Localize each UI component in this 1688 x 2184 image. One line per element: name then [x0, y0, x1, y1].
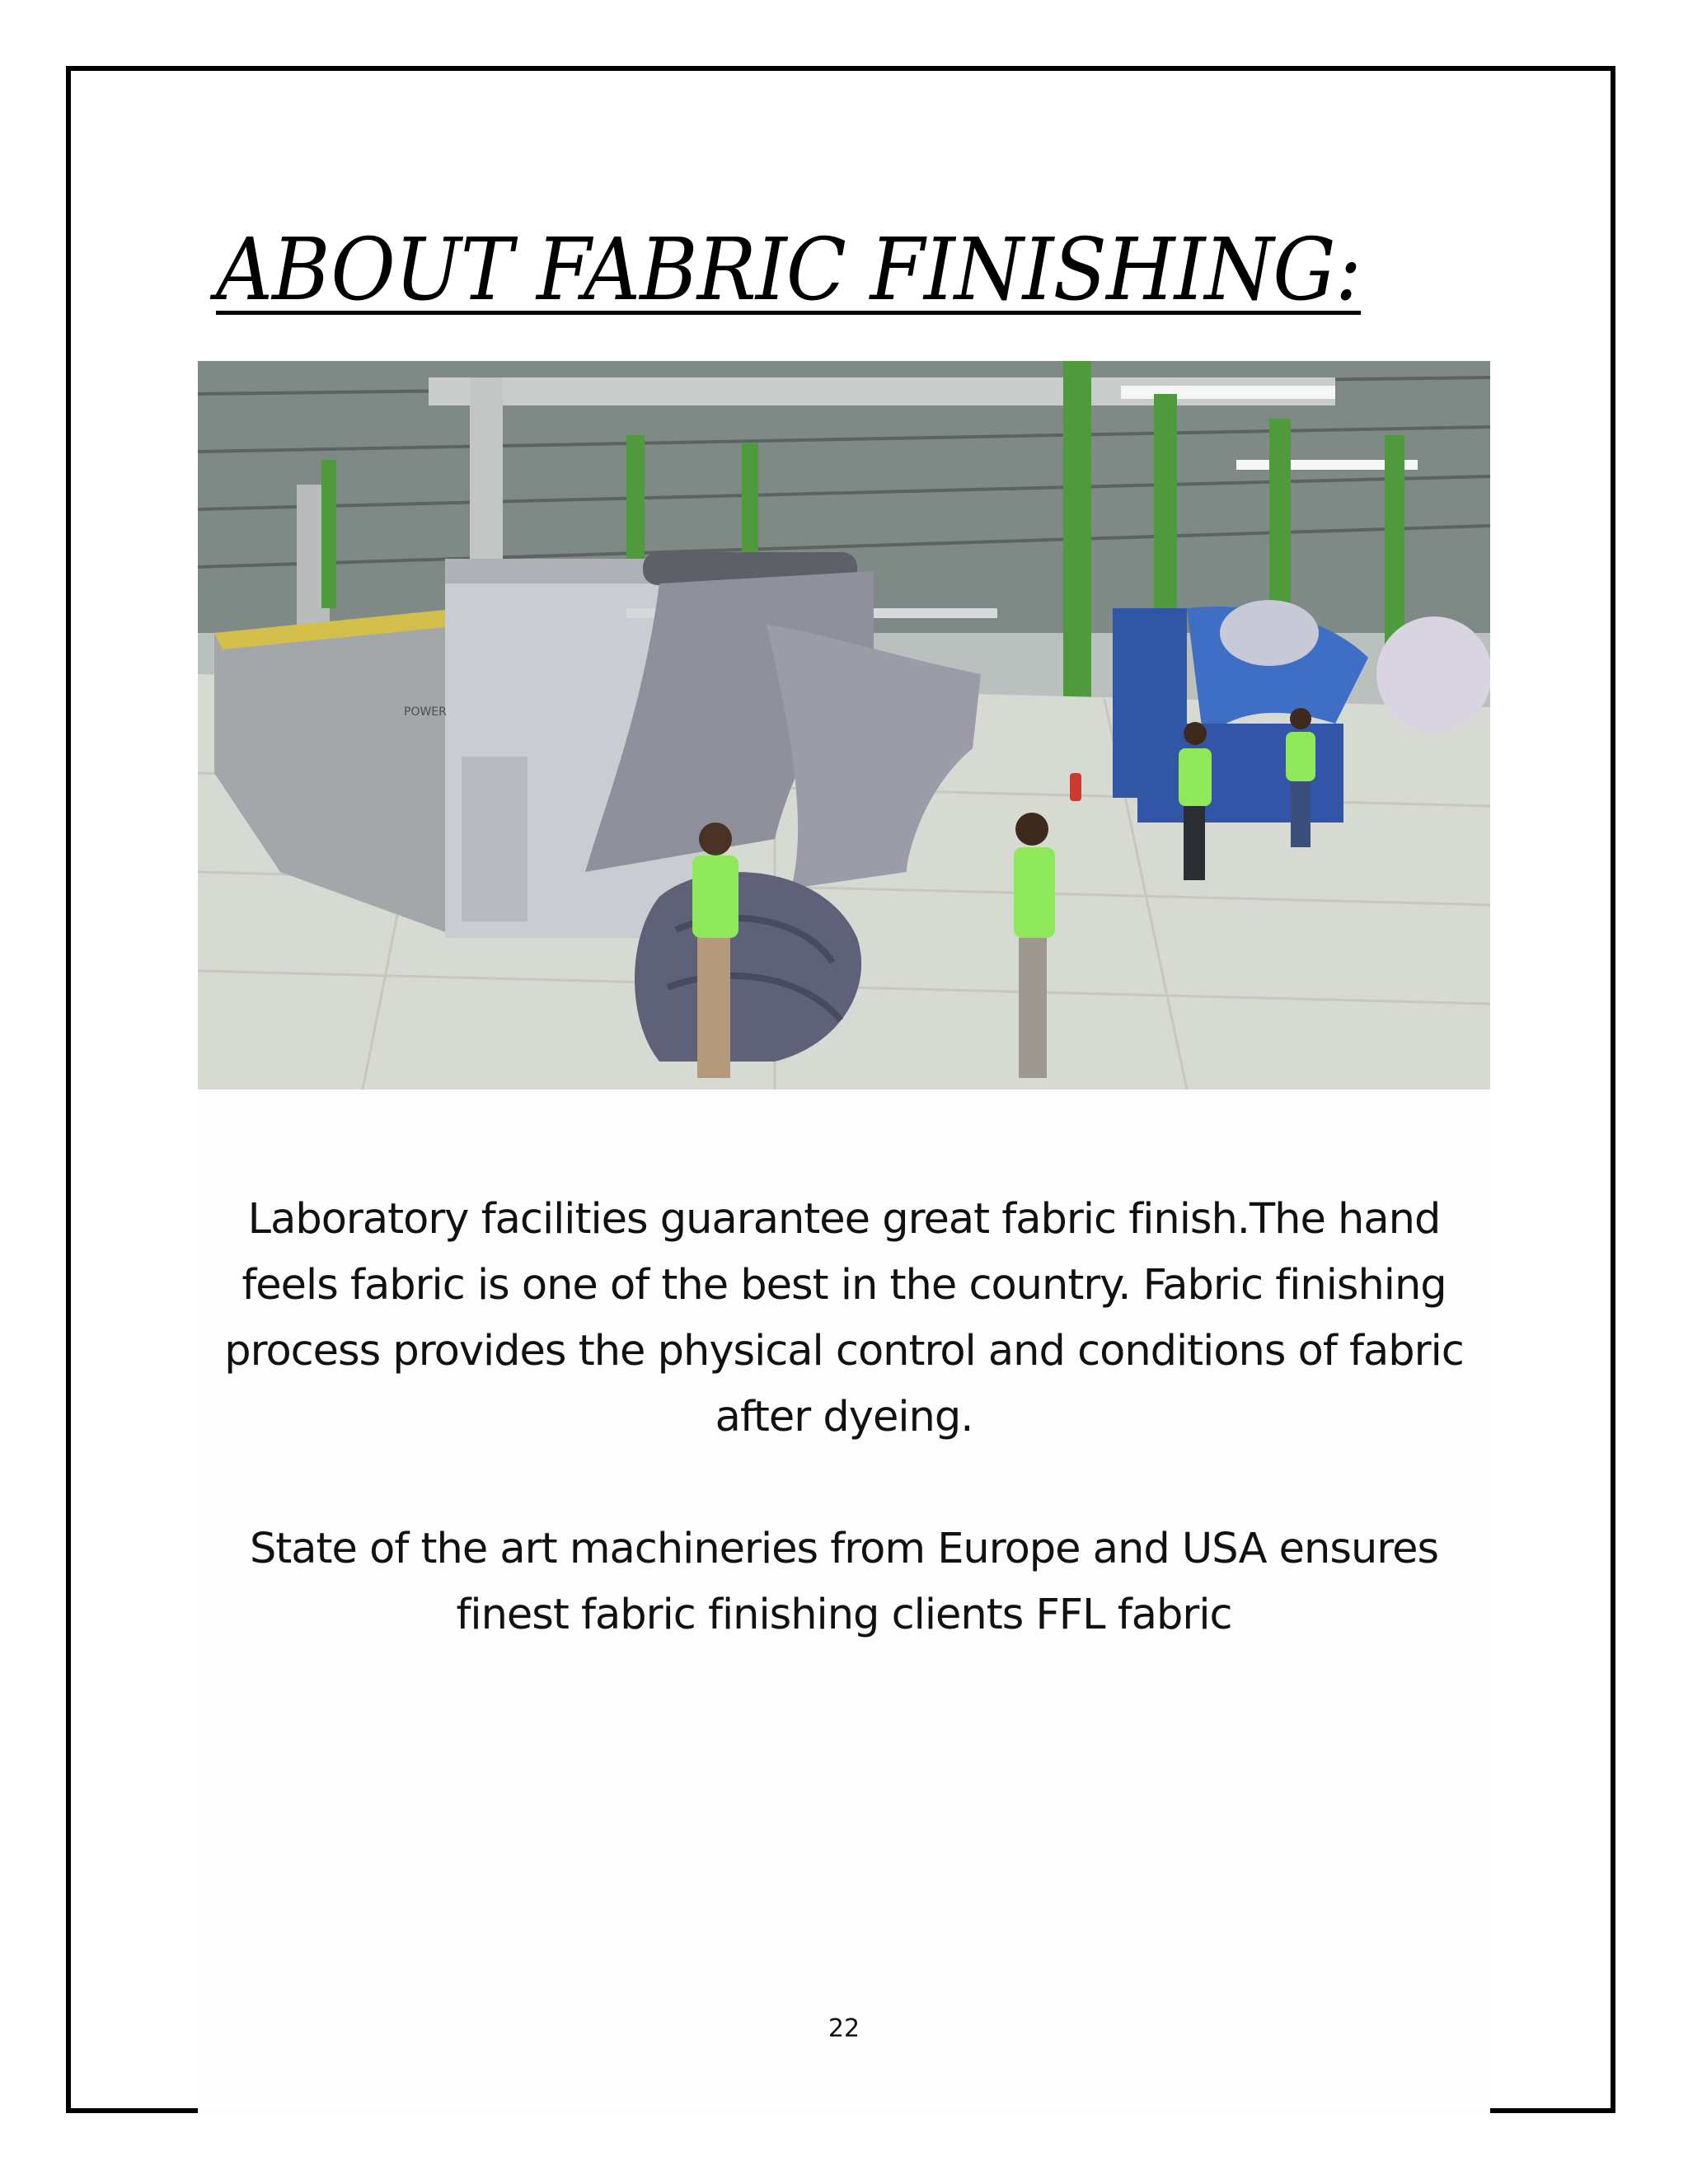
- machine-label: POWER: [404, 705, 447, 719]
- paragraph-fabric-finish: Laboratory facilities guarantee great fabric finish.The hand feels fabric is one of the best in the country. Fabric finishing process provides the physical control and conditions of fabric after dyeing.: [224, 1195, 1464, 1441]
- fabric-finishing-photo: [198, 361, 1490, 1090]
- factory-illustration: [198, 361, 1490, 1090]
- page-title: ABOUT FABRIC FINISHING:: [216, 219, 1362, 320]
- paragraph-machinery: State of the art machineries from Europe and USA ensures finest fabric finishing clients FFL fabric: [249, 1525, 1439, 1639]
- page-number: 22: [828, 2014, 860, 2043]
